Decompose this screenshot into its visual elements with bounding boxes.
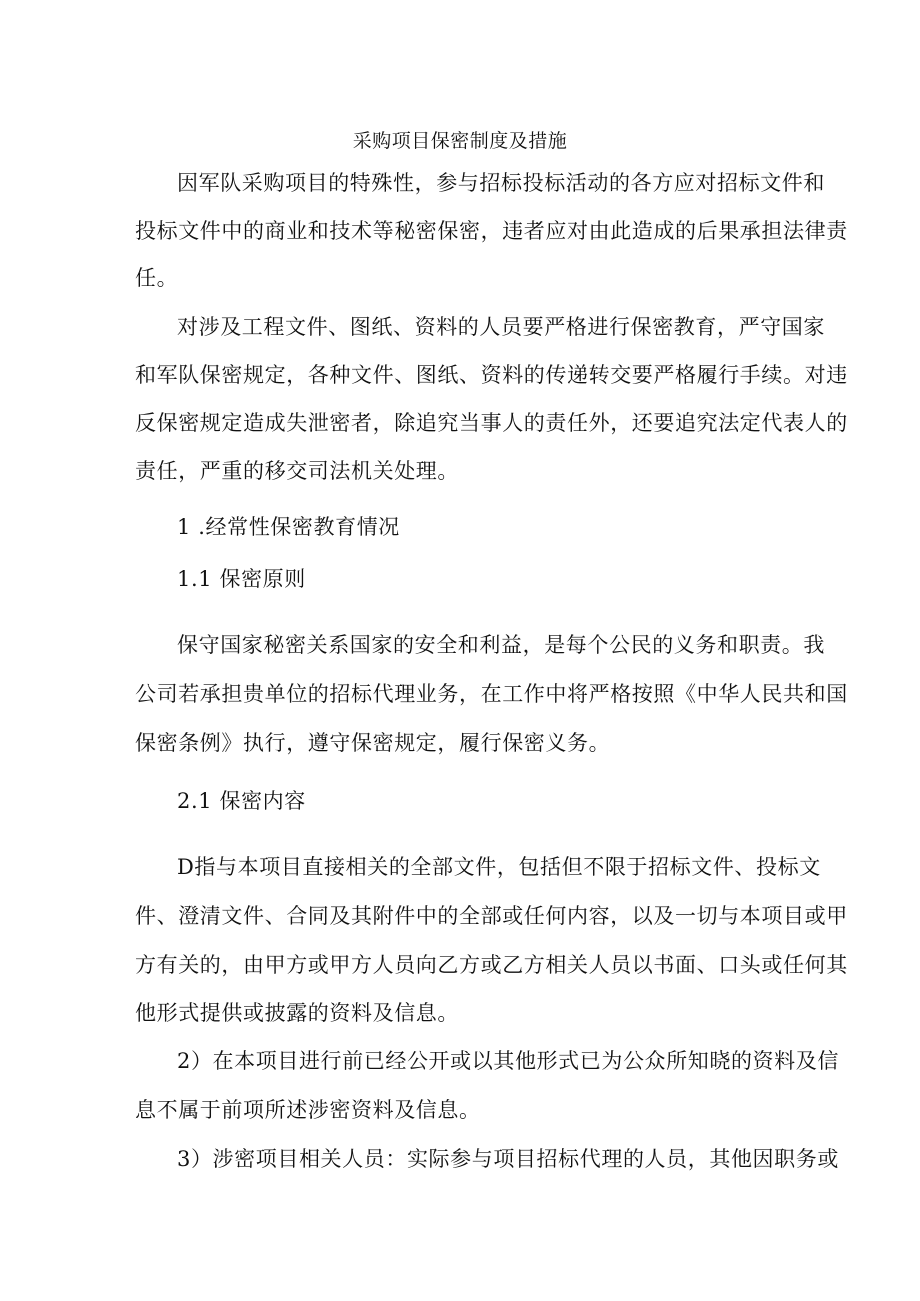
paragraph-line: 责任，严重的移交司法机关处理。 [135, 459, 459, 483]
paragraph-line: D指与本项目直接相关的全部文件，包括但不限于招标文件、投标文 [177, 855, 821, 879]
subsection-heading: 1.1 保密原则 [177, 567, 306, 591]
paragraph-line: 对涉及工程文件、图纸、资料的人员要严格进行保密教育，严守国家 [177, 315, 825, 339]
paragraph-line: 因军队采购项目的特殊性，参与招标投标活动的各方应对招标文件和 [177, 171, 825, 195]
paragraph-line: 反保密规定造成失泄密者，除追究当事人的责任外，还要追究法定代表人的 [135, 411, 848, 435]
paragraph-line: 息不属于前项所述涉密资料及信息。 [135, 1098, 481, 1122]
paragraph-line: 任。 [135, 266, 179, 290]
paragraph-line: 3）涉密项目相关人员：实际参与项目招标代理的人员，其他因职务或 [177, 1147, 839, 1171]
document-title: 采购项目保密制度及措施 [352, 130, 568, 152]
subsection-heading: 2.1 保密内容 [177, 789, 306, 813]
paragraph-line: 投标文件中的商业和技术等秘密保密，违者应对由此造成的后果承担法律责 [135, 219, 848, 243]
paragraph-line: 保守国家秘密关系国家的安全和利益，是每个公民的义务和职责。我 [177, 633, 825, 657]
paragraph-line: 和军队保密规定，各种文件、图纸、资料的传递转交要严格履行手续。对违 [135, 363, 848, 387]
paragraph-line: 保密条例》执行，遵守保密规定，履行保密义务。 [135, 731, 611, 755]
paragraph-line: 件、澄清文件、合同及其附件中的全部或任何内容，以及一切与本项目或甲 [135, 904, 848, 928]
paragraph-line: 他形式提供或披露的资料及信息。 [135, 1001, 459, 1025]
section-heading: 1 .经常性保密教育情况 [177, 515, 400, 539]
paragraph-line: 公司若承担贵单位的招标代理业务，在工作中将严格按照《中华人民共和国 [135, 682, 848, 706]
paragraph-line: 方有关的，由甲方或甲方人员向乙方或乙方相关人员以书面、口头或任何其 [135, 953, 848, 977]
paragraph-line: 2）在本项目进行前已经公开或以其他形式已为公众所知晓的资料及信 [177, 1049, 839, 1073]
